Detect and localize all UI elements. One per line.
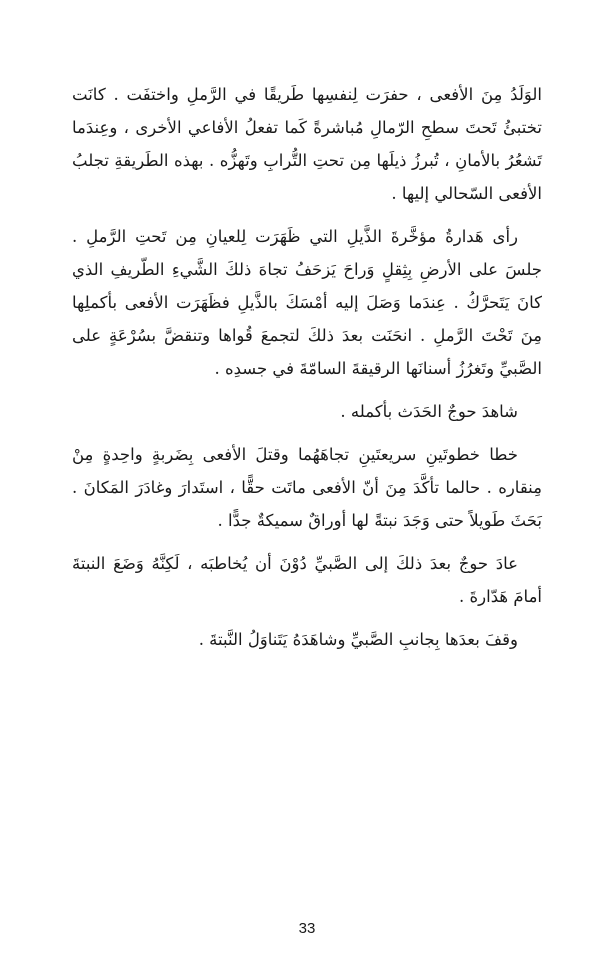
paragraph-6: وقفَ بعدَها بِجانبِ الصَّبيِّ وشاهَدَهُ يَتَناوَلُ النَّبتةَ . [198, 630, 518, 649]
paragraph-2: رأى هَدارةُ مؤخَّرةَ الذَّيلِ التي ظَهَرَت لِلعيانِ مِن تَحتِ الرَّملِ . جلسَ على الأرضِ بِثِقلٍ وَراحَ يَزحَفُ تجاهَ ذلكَ الشَّيءِ الطّريفِ الذي كانَ يَتَحرَّكُ . عِندَما وَصَلَ إليه أمْسَكَ بالذَّيلِ فظَهَرَت الأفعى بأكملِها مِنَ تَحْتَ الرَّملِ . انحَنَت بعدَ ذلكَ لتجمعَ قُواها وتنقضَّ بسُرْعَةٍ على الصَّبيِّ وتَغرُزُ أسنانَها الرقيقةَ السامّةَ في جسدِه . [72, 227, 542, 378]
paragraph-1: الوَلَدُ مِنَ الأفعى ، حفرَت لِنفسِها طَريقًا في الرَّملِ واختفَت . كانَت تختبئُ تَحتَ سطحِ الرّمالِ مُباشرةً كَما تفعلُ الأفاعي الأخرى ، وعِندَما تَشعُرُ بالأمانِ ، تُبرزُ ذيلَها مِن تحتِ التُّرابِ وتَهزُّه . بهذه الطَريقةِ تجلبُ الأفعى السّحالي إليها . [72, 85, 542, 203]
paragraph-4: خطا خطوتَينِ سريعتَينِ تجاهَهُما وقتلَ الأفعى بِضَربةٍ واحِدةٍ مِنْ مِنقاره . حالما تأكَّدَ مِنَ أنّ الأفعى ماتَت حقًّا ، استَدارَ وغادَرَ المَكانَ . بَحَثَ طَويلاً حتى وَجَدَ نبتةً لها أوراقٌ سميكةٌ جدًّا . [72, 445, 542, 530]
page-body [72, 78, 542, 666]
paragraph-5: عادَ حوجٌ بعدَ ذلكَ إلى الصَّبيِّ دُوْنَ أن يُخاطبَه ، لَكِنَّهُ وَضَعَ النبتةَ أمامَ هَدّارةَ . [72, 554, 542, 606]
page-number: 33 [298, 920, 316, 937]
paragraph-3: شاهدَ حوجٌ الحَدَث بأكمله . [340, 402, 518, 421]
